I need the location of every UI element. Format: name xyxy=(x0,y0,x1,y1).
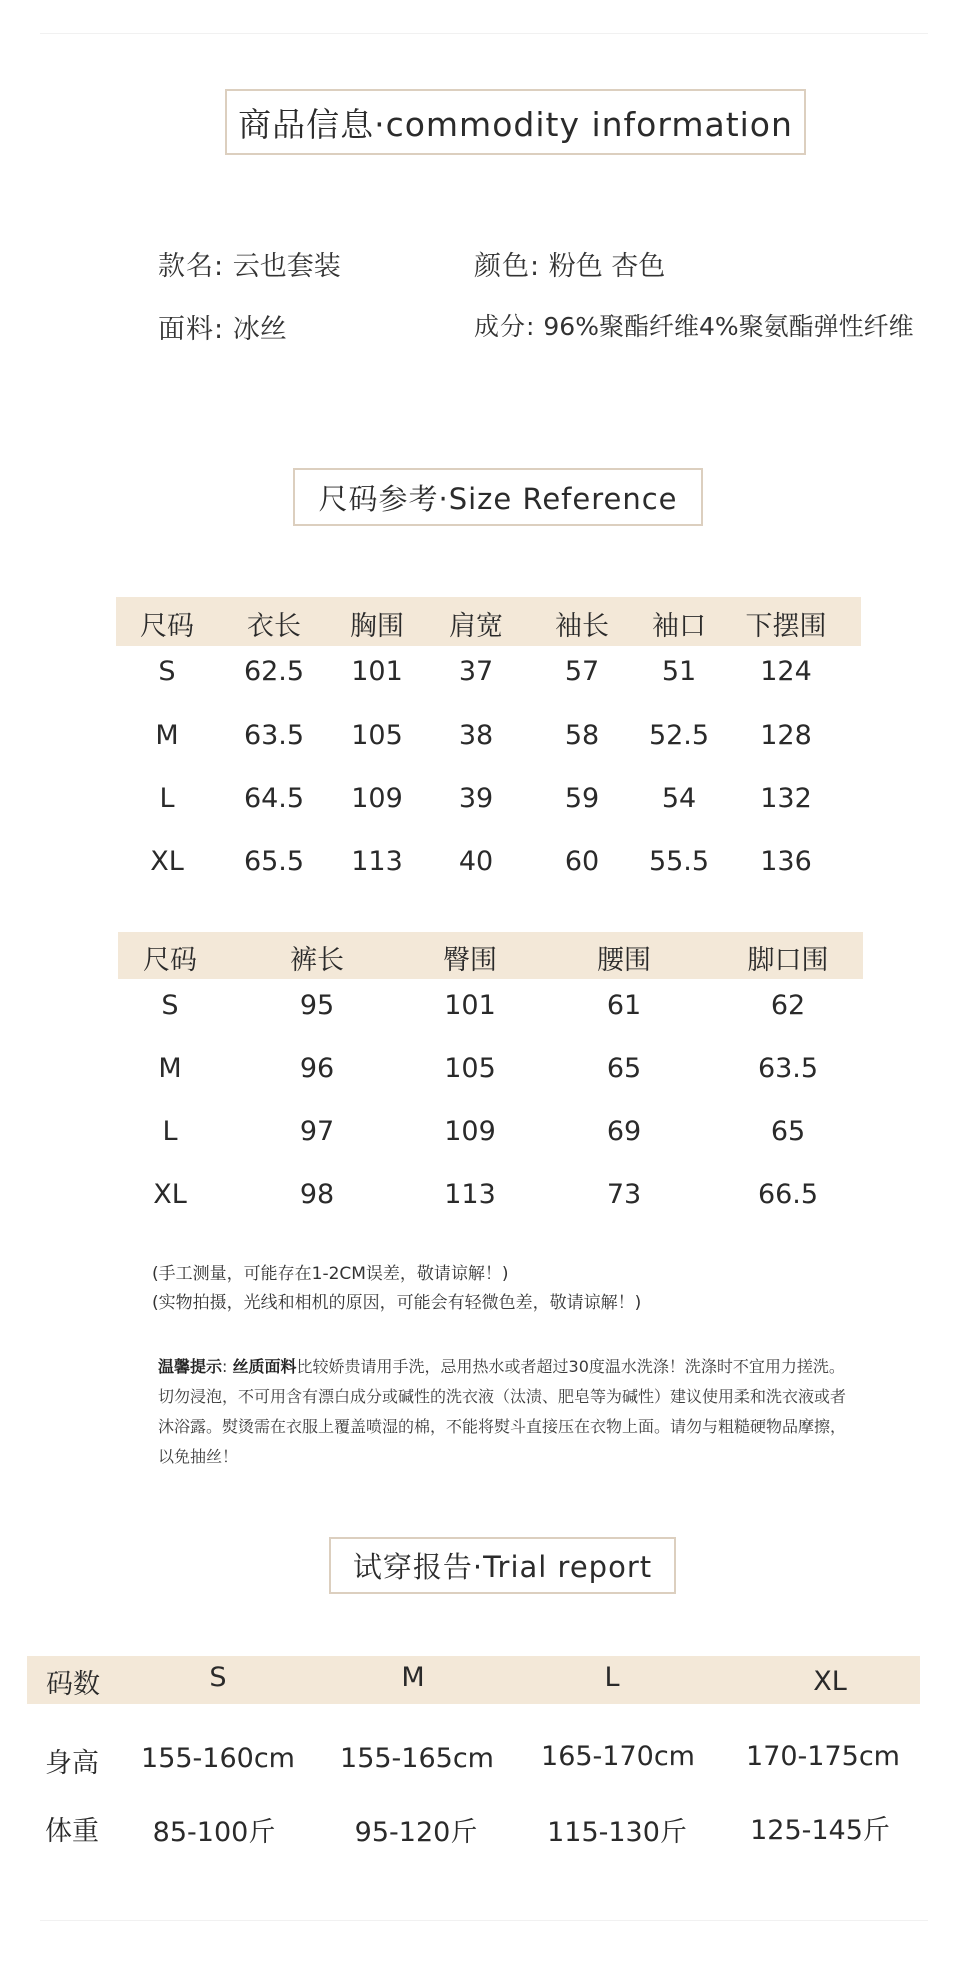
pants-header-length: 裤长 xyxy=(290,945,344,976)
table-cell: 105 xyxy=(444,1053,496,1084)
top-header-hem: 下摆围 xyxy=(745,611,827,642)
table-cell: 40 xyxy=(458,846,494,877)
trial-header-s: S xyxy=(209,1662,227,1693)
table-cell: 105 xyxy=(351,720,403,751)
pants-header-hip: 臀围 xyxy=(443,945,497,976)
trial-table-header-bar xyxy=(27,1656,920,1704)
table-cell: M xyxy=(158,1053,182,1084)
top-header-chest: 胸围 xyxy=(350,611,404,642)
commodity-info-title xyxy=(225,89,806,155)
table-cell: 124 xyxy=(760,656,812,687)
table-cell: 57 xyxy=(564,656,600,687)
size-reference-title-text: 尺码参考·Size Reference xyxy=(318,481,678,516)
table-cell: 95 xyxy=(299,990,335,1021)
table-cell: 170-175cm xyxy=(746,1741,900,1772)
top-header-length: 衣长 xyxy=(247,611,301,642)
table-cell: 64.5 xyxy=(243,783,305,814)
table-cell: 54 xyxy=(661,783,697,814)
table-cell: 52.5 xyxy=(648,720,710,751)
bottom-divider xyxy=(40,1920,928,1921)
table-cell: 155-165cm xyxy=(340,1743,494,1774)
style-value: 云也套装 xyxy=(232,251,341,282)
measurement-note: (手工测量，可能存在1-2CM误差，敬请谅解！) xyxy=(152,1264,509,1284)
top-header-cuff: 袖口 xyxy=(652,611,706,642)
table-cell: 101 xyxy=(444,990,496,1021)
table-cell: 136 xyxy=(760,846,812,877)
fabric-info xyxy=(158,307,287,346)
table-cell: 109 xyxy=(444,1116,496,1147)
pants-header-size: 尺码 xyxy=(143,945,197,976)
table-cell: 62 xyxy=(770,990,806,1021)
table-cell: 125-145斤 xyxy=(750,1815,890,1846)
table-cell: L xyxy=(159,783,175,814)
table-cell: 60 xyxy=(564,846,600,877)
table-cell: 69 xyxy=(606,1116,642,1147)
table-cell: XL xyxy=(153,1179,187,1210)
table-cell: 97 xyxy=(299,1116,335,1147)
commodity-info-title-text: 商品信息·commodity information xyxy=(238,104,793,144)
table-cell: 51 xyxy=(661,656,697,687)
top-header-sleeve: 袖长 xyxy=(555,611,609,642)
table-cell: M xyxy=(155,720,179,751)
table-cell: 59 xyxy=(564,783,600,814)
top-header-shoulder: 肩宽 xyxy=(449,611,503,642)
color-label: 颜色: xyxy=(474,251,541,282)
table-cell: 115-130斤 xyxy=(547,1817,687,1848)
fabric-value: 冰丝 xyxy=(232,314,287,345)
table-cell: 38 xyxy=(458,720,494,751)
trial-row-label-weight: 体重 xyxy=(45,1816,99,1847)
care-tip-fabric: 丝质面料 xyxy=(232,1357,297,1376)
color-info xyxy=(474,244,665,283)
composition-value: 96%聚酯纤维4%聚氨酯弹性纤维 xyxy=(543,312,914,341)
table-cell: 96 xyxy=(299,1053,335,1084)
table-cell: L xyxy=(162,1116,178,1147)
trial-report-title xyxy=(329,1537,676,1594)
table-cell: 62.5 xyxy=(243,656,305,687)
table-cell: 101 xyxy=(351,656,403,687)
table-cell: 128 xyxy=(760,720,812,751)
table-cell: 132 xyxy=(760,783,812,814)
table-cell: 58 xyxy=(564,720,600,751)
trial-row-label-height: 身高 xyxy=(45,1748,99,1779)
trial-report-title-text: 试穿报告·Trial report xyxy=(352,1550,653,1584)
table-cell: 55.5 xyxy=(648,846,710,877)
table-cell: 66.5 xyxy=(757,1179,819,1210)
composition-info xyxy=(474,307,914,343)
table-cell: 113 xyxy=(351,846,403,877)
table-cell: 65 xyxy=(606,1053,642,1084)
table-cell: XL xyxy=(150,846,184,877)
pants-header-waist: 腰围 xyxy=(597,945,651,976)
table-cell: 37 xyxy=(458,656,494,687)
top-divider xyxy=(40,33,928,34)
style-label: 款名: xyxy=(158,251,225,282)
top-header-size: 尺码 xyxy=(140,611,194,642)
care-tip-label: 温馨提示 xyxy=(158,1357,223,1376)
table-cell: S xyxy=(161,990,179,1021)
table-cell: 65 xyxy=(770,1116,806,1147)
color-value: 粉色 杏色 xyxy=(548,251,666,282)
trial-header-m: M xyxy=(401,1662,425,1693)
care-tip-text: 比较娇贵请用手洗，忌用热水或者超过30度温水洗涤！洗涤时不宜用力搓洗。切勿浸泡，不可用含有漂白成分或碱性的洗衣液（汰渍、肥皂等为碱性）建议使用柔和洗衣液或者沐浴露。熨烫需在衣服上覆盖喷湿的棉，不能将熨斗直接压在衣物上面。请勿与粗糙硬物品摩擦，以免抽丝！ xyxy=(158,1357,847,1466)
table-cell: 109 xyxy=(351,783,403,814)
trial-header-size-label: 码数 xyxy=(46,1669,100,1700)
table-cell: 61 xyxy=(606,990,642,1021)
table-cell: 98 xyxy=(299,1179,335,1210)
table-cell: 65.5 xyxy=(243,846,305,877)
table-cell: 85-100斤 xyxy=(152,1817,276,1848)
table-cell: 63.5 xyxy=(757,1053,819,1084)
table-cell: 165-170cm xyxy=(541,1741,695,1772)
size-reference-title xyxy=(293,468,703,526)
color-note: (实物拍摄，光线和相机的原因，可能会有轻微色差，敬请谅解！) xyxy=(152,1293,642,1313)
table-cell: 39 xyxy=(458,783,494,814)
table-cell: 73 xyxy=(606,1179,642,1210)
trial-header-l: L xyxy=(604,1662,620,1693)
table-cell: S xyxy=(158,656,176,687)
table-cell: 63.5 xyxy=(243,720,305,751)
table-cell: 155-160cm xyxy=(141,1743,295,1774)
table-cell: 113 xyxy=(444,1179,496,1210)
composition-label: 成分: xyxy=(474,312,536,341)
pants-header-leg-opening: 脚口围 xyxy=(747,945,829,976)
fabric-label: 面料: xyxy=(158,314,225,345)
care-tip-colon: : xyxy=(222,1357,228,1376)
trial-header-xl: XL xyxy=(813,1666,847,1697)
table-cell: 95-120斤 xyxy=(354,1817,478,1848)
care-tip xyxy=(158,1352,848,1472)
style-name xyxy=(158,244,341,283)
